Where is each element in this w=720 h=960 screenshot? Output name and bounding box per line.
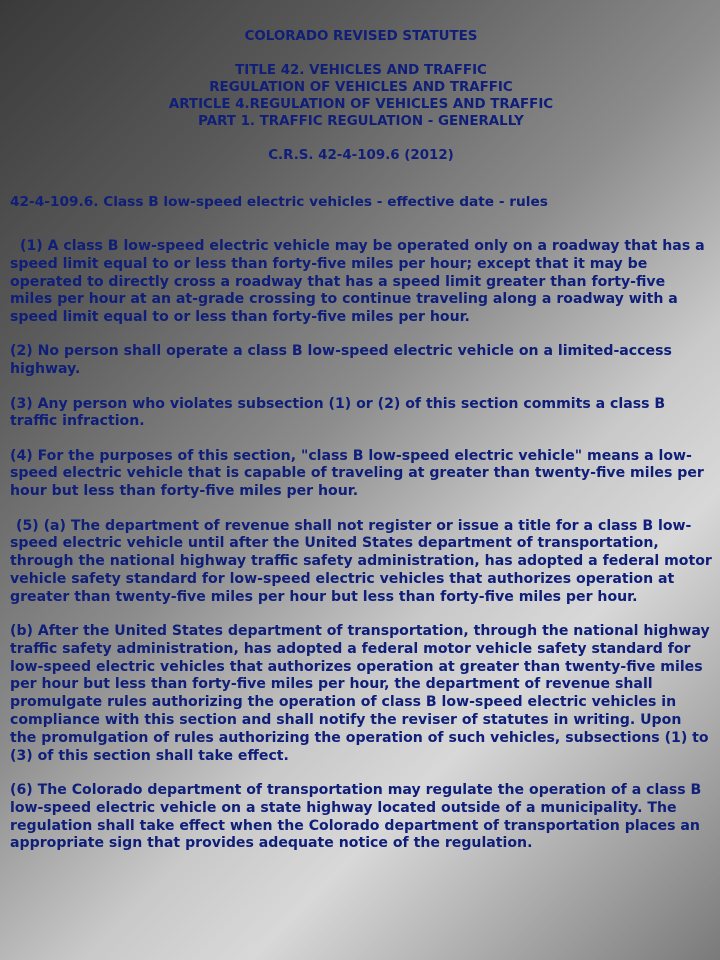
spacer — [10, 164, 712, 194]
paragraph-5a: (5) (a) The department of revenue shall not register or issue a title for a class B low-speed electric vehicle until after the United States department of transportation, through the national highway traffic safety administration, has adopted a federal motor vehicle safety standard for low-speed electric vehicles that authorizes operation at greater than twenty-five miles per hour but less than forty-five miles per hour. — [10, 517, 712, 605]
paragraph-3: (3) Any person who violates subsection (1) or (2) of this section commits a class B traffic infraction. — [10, 395, 666, 430]
paragraph-4: (4) For the purposes of this section, "class B low-speed electric vehicle" means a low-speed electric vehicle that is capable of traveling at greater than twenty-five miles per hour but less than forty-five miles per hour. — [10, 447, 704, 500]
spacer — [10, 211, 712, 238]
spacer — [10, 130, 712, 147]
citation: C.R.S. 42-4-109.6 (2012) — [268, 148, 454, 163]
regulation-line: REGULATION OF VEHICLES AND TRAFFIC — [209, 80, 513, 95]
spacer — [10, 45, 712, 62]
paragraph-5b: (b) After the United States department of transportation, through the national highway traffic safety administration, has adopted a federal motor vehicle safety standard for low-speed electric vehicles that authorizes operation at greater than twenty-five miles per hour but less than forty-five miles per hour, the department of revenue shall promulgate rules authorizing the operation of class B low-speed electric vehicles in compliance with this section and shall notify the reviser of statutes in writing. Upon the promulgation of rules authorizing the operation of such vehicles, subsections (1) to (3) of this section shall take effect. — [10, 623, 710, 764]
title-line: TITLE 42. VEHICLES AND TRAFFIC — [235, 63, 487, 78]
statutes-title: COLORADO REVISED STATUTES — [244, 29, 478, 44]
section-heading: 42-4-109.6. Class B low-speed electric vehicles - effective date - rules — [10, 194, 548, 210]
article-line: ARTICLE 4.REGULATION OF VEHICLES AND TRAFFIC — [168, 97, 554, 112]
paragraph-2: (2) No person shall operate a class B low-speed electric vehicle on a limited-access highway. — [10, 343, 672, 378]
document-header — [10, 28, 712, 164]
paragraph-6: (6) The Colorado department of transportation may regulate the operation of a class B low-speed electric vehicle on a state highway located outside of a municipality. The regulation shall take effect when the Colorado department of transportation places an appropriate sign that provides adequate notice of the regulation. — [10, 781, 702, 852]
paragraph-1: (1) A class B low-speed electric vehicle may be operated only on a roadway that has a speed limit equal to or less than forty-five miles per hour; except that it may be operated to directly cross a roadway that has a speed limit greater than forty-five miles per hour at an at-grade crossing to continue traveling along a roadway with a speed limit equal to or less than forty-five miles per hour. — [10, 238, 705, 326]
part-line: PART 1. TRAFFIC REGULATION - GENERALLY — [198, 114, 524, 129]
statute-document — [10, 28, 712, 870]
